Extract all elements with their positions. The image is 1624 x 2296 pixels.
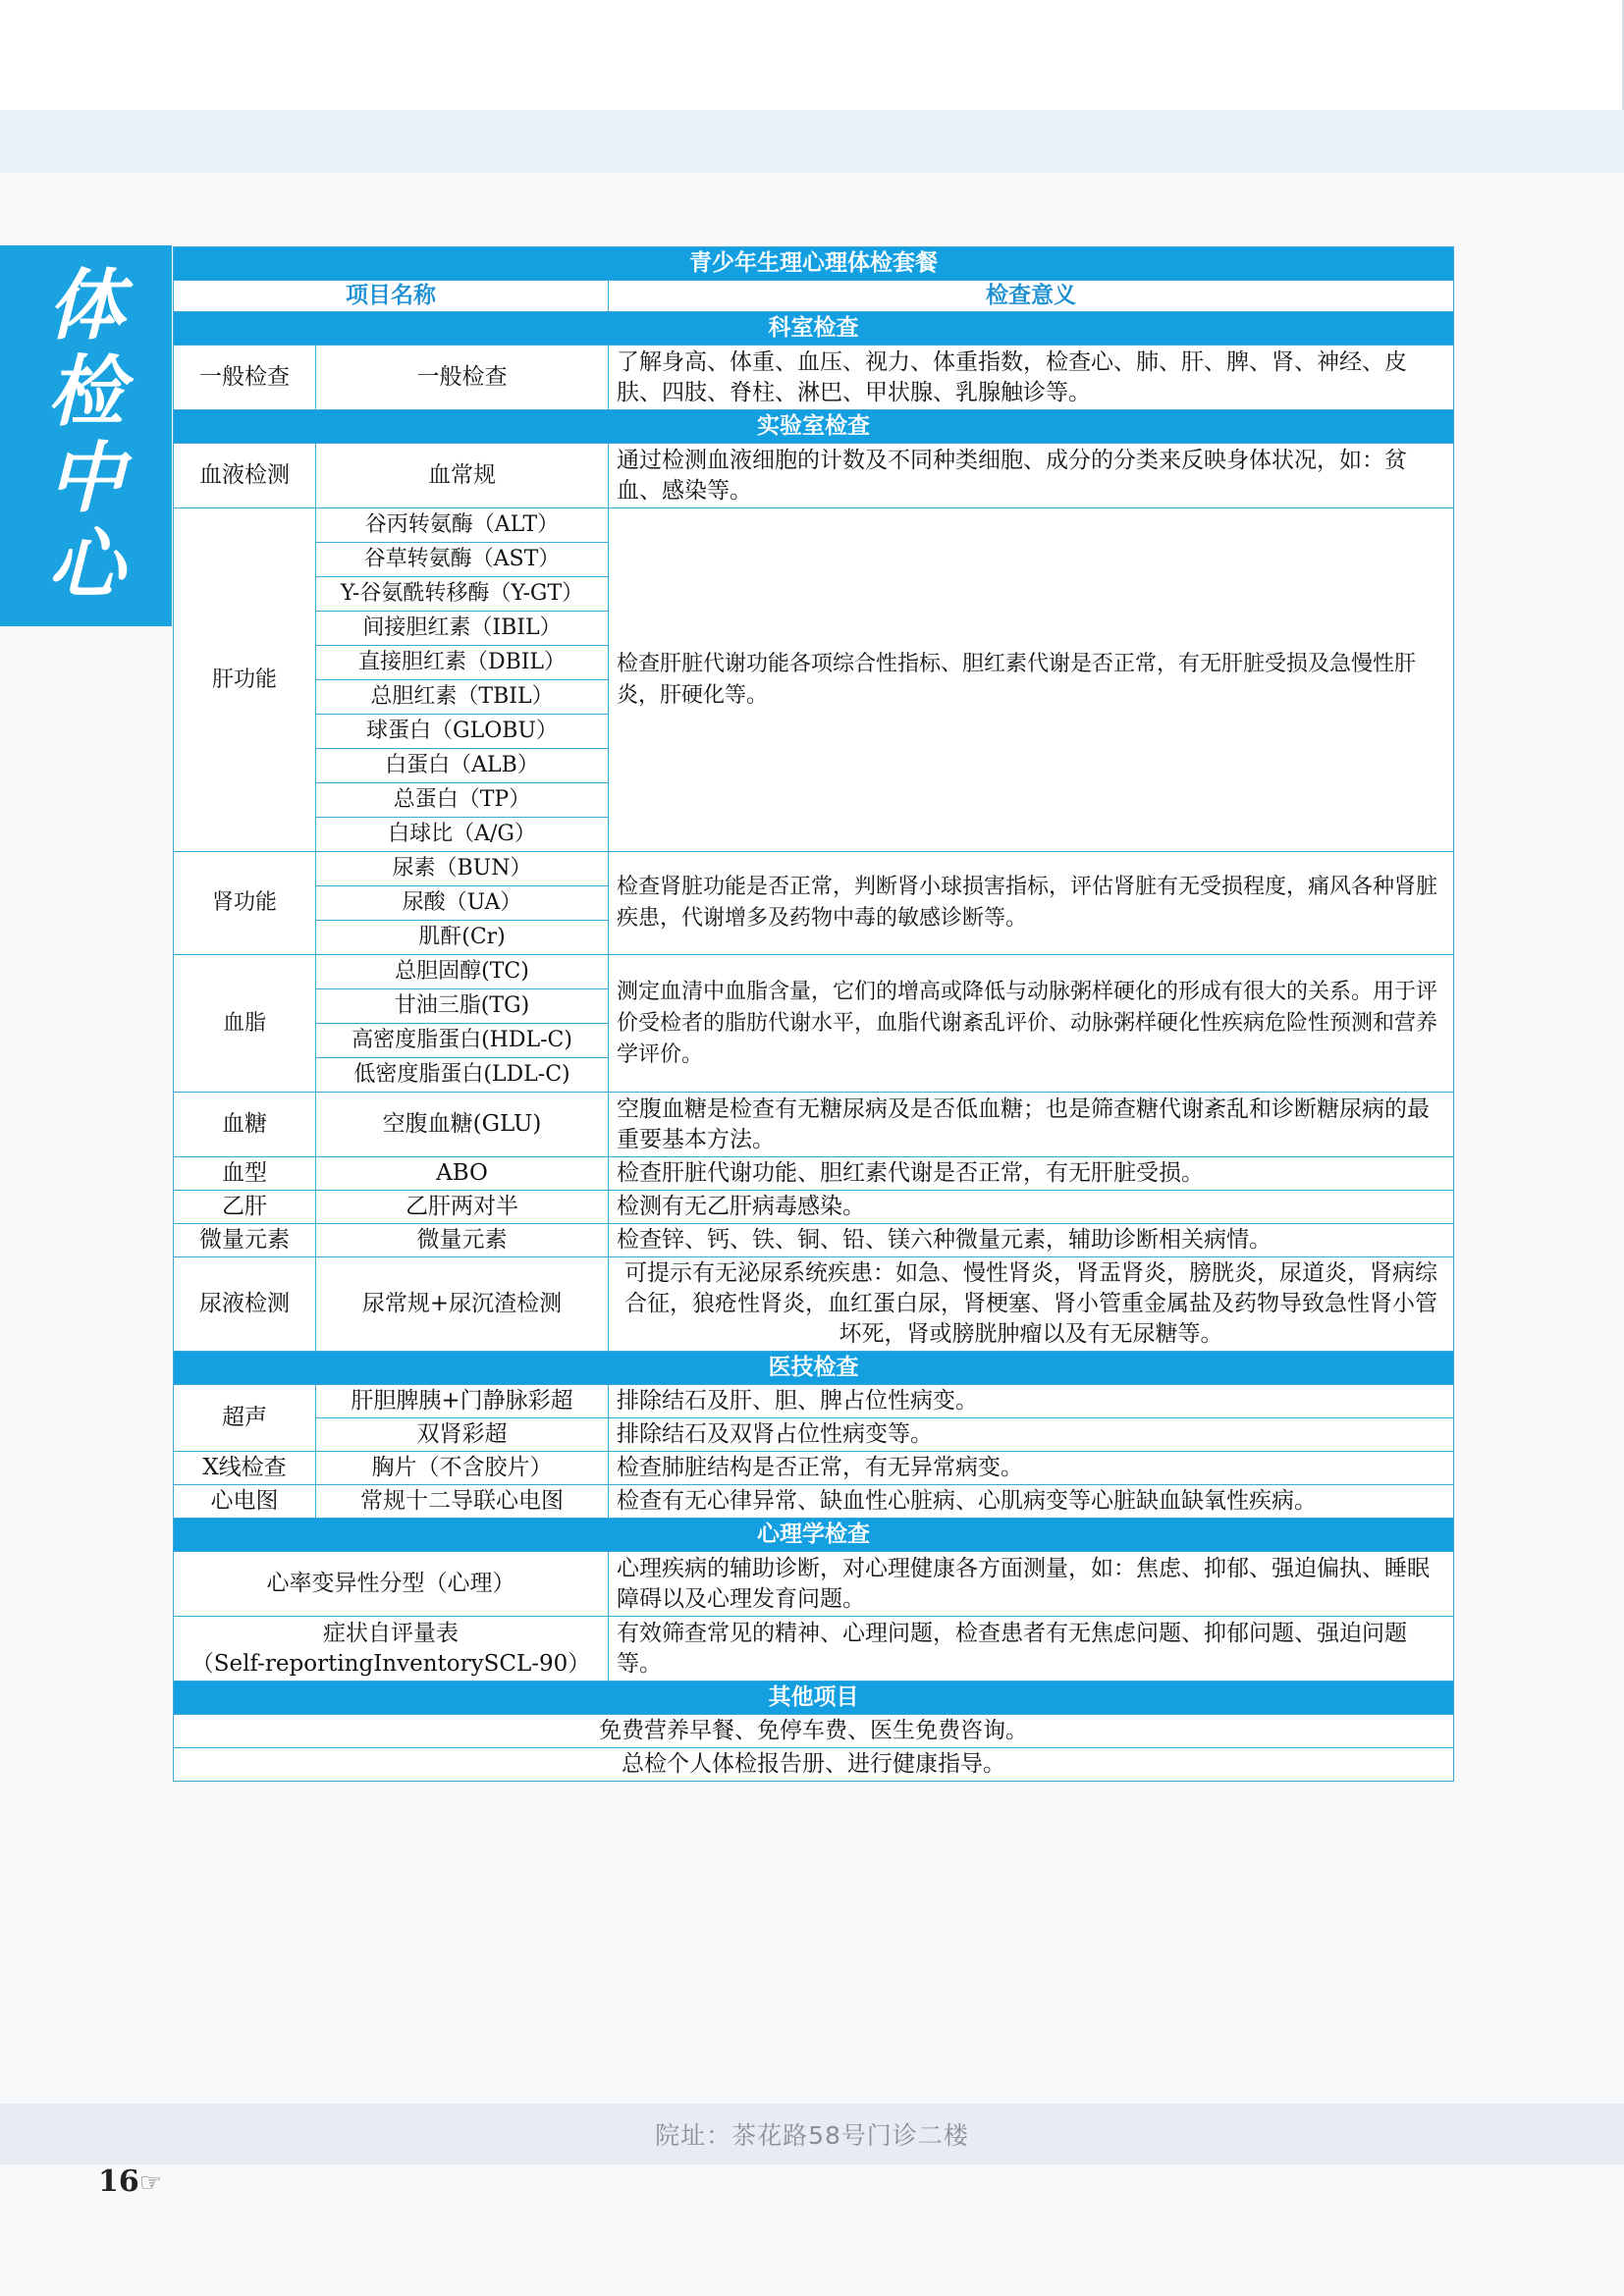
table-row xyxy=(174,1093,1454,1157)
category-cell: 乙肝 xyxy=(174,1191,316,1224)
item-cell: 谷丙转氨酶（ALT） xyxy=(316,508,609,543)
item-cell: 白蛋白（ALB） xyxy=(316,749,609,783)
item-cell: 尿素（BUN） xyxy=(316,852,609,886)
item-cell: 常规十二导联心电图 xyxy=(316,1485,609,1519)
table-row xyxy=(174,1485,1454,1519)
table-row xyxy=(174,1715,1454,1748)
category-cell: 血糖 xyxy=(174,1093,316,1157)
table-row xyxy=(174,1552,1454,1617)
item-cell: 肝胆脾胰+门静脉彩超 xyxy=(316,1385,609,1418)
side-title-char: 检 xyxy=(47,347,125,437)
table-row xyxy=(174,1257,1454,1352)
desc-cell: 排除结石及双肾占位性病变等。 xyxy=(609,1418,1454,1452)
page-number xyxy=(98,2164,162,2199)
section-row xyxy=(174,312,1454,346)
section-row xyxy=(174,1519,1454,1552)
side-title-char: 中 xyxy=(47,434,125,523)
section-row xyxy=(174,1352,1454,1385)
category-cell: 尿液检测 xyxy=(174,1257,316,1352)
item-cell: 白球比（A/G） xyxy=(316,818,609,852)
item-cell: 总胆红素（TBIL） xyxy=(316,680,609,715)
table-row xyxy=(174,1385,1454,1418)
item-cell: 谷草转氨酶（AST） xyxy=(316,543,609,577)
item-cell: 直接胆红素（DBIL） xyxy=(316,646,609,680)
table-row xyxy=(174,508,1454,543)
section-lab: 实验室检查 xyxy=(174,410,1454,444)
item-cell: 心率变异性分型（心理） xyxy=(174,1552,609,1617)
item-cell: Y-谷氨酰转移酶（Y-GT） xyxy=(316,577,609,612)
category-cell: 肾功能 xyxy=(174,852,316,955)
desc-cell: 了解身高、体重、血压、视力、体重指数，检查心、肺、肝、脾、肾、神经、皮肤、四肢、脊柱、淋巴、甲状腺、乳腺触诊等。 xyxy=(609,346,1454,410)
table-title: 青少年生理心理体检套餐 xyxy=(174,247,1454,281)
desc-cell: 检查肝脏代谢功能、胆红素代谢是否正常，有无肝脏受损。 xyxy=(609,1157,1454,1191)
category-cell: 一般检查 xyxy=(174,346,316,410)
item-cell: 总蛋白（TP） xyxy=(316,783,609,818)
item-cell: 总胆固醇(TC) xyxy=(316,955,609,989)
desc-cell: 心理疾病的辅助诊断，对心理健康各方面测量，如：焦虑、抑郁、强迫偏执、睡眠障碍以及心理发育问题。 xyxy=(609,1552,1454,1617)
desc-cell: 通过检测血液细胞的计数及不同种类细胞、成分的分类来反映身体状况，如：贫血、感染等。 xyxy=(609,444,1454,508)
item-cell xyxy=(174,1617,609,1682)
package-table xyxy=(173,246,1454,1782)
category-cell: 微量元素 xyxy=(174,1224,316,1257)
other-item: 总检个人体检报告册、进行健康指导。 xyxy=(174,1748,1454,1782)
table-row xyxy=(174,346,1454,410)
item-cell: 一般检查 xyxy=(316,346,609,410)
item-cell: 间接胆红素（IBIL） xyxy=(316,612,609,646)
desc-cell: 检查肾脏功能是否正常，判断肾小球损害指标，评估肾脏有无受损程度，痛风各种肾脏疾患，代谢增多及药物中毒的敏感诊断等。 xyxy=(609,852,1454,955)
item-cell: 微量元素 xyxy=(316,1224,609,1257)
desc-cell: 检查有无心律异常、缺血性心脏病、心肌病变等心脏缺血缺氧性疾病。 xyxy=(609,1485,1454,1519)
top-header-area xyxy=(0,0,1624,110)
scl-item-line1: 症状自评量表 xyxy=(323,1620,459,1646)
section-other: 其他项目 xyxy=(174,1682,1454,1715)
package-table-container xyxy=(173,246,1453,1782)
table-row xyxy=(174,1157,1454,1191)
item-cell: 甘油三脂(TG) xyxy=(316,989,609,1024)
pointing-hand-icon: ☞ xyxy=(138,2168,163,2198)
scl-item-line2: （Self-reportingInventorySCL-90） xyxy=(190,1650,591,1677)
item-cell: 血常规 xyxy=(316,444,609,508)
desc-cell: 测定血清中血脂含量，它们的增高或降低与动脉粥样硬化的形成有很大的关系。用于评价受检者的脂肪代谢水平，血脂代谢紊乱评价、动脉粥样硬化性疾病危险性预测和营养学评价。 xyxy=(609,955,1454,1093)
category-cell: 心电图 xyxy=(174,1485,316,1519)
item-cell: 双肾彩超 xyxy=(316,1418,609,1452)
side-title-char: 体 xyxy=(47,261,125,350)
item-cell: 球蛋白（GLOBU） xyxy=(316,715,609,749)
item-cell: 尿酸（UA） xyxy=(316,886,609,921)
section-psych: 心理学检查 xyxy=(174,1519,1454,1552)
table-row xyxy=(174,1748,1454,1782)
desc-cell: 有效筛查常见的精神、心理问题，检查患者有无焦虑问题、抑郁问题、强迫问题等。 xyxy=(609,1617,1454,1682)
desc-cell: 空腹血糖是检查有无糖尿病及是否低血糖；也是筛查糖代谢紊乱和诊断糖尿病的最重要基本方法。 xyxy=(609,1093,1454,1157)
item-cell: 空腹血糖(GLU) xyxy=(316,1093,609,1157)
top-decor-band xyxy=(0,110,1624,173)
table-row xyxy=(174,444,1454,508)
category-cell: 血液检测 xyxy=(174,444,316,508)
table-row xyxy=(174,1418,1454,1452)
desc-cell: 检查锌、钙、铁、铜、铅、镁六种微量元素，辅助诊断相关病情。 xyxy=(609,1224,1454,1257)
category-cell: X线检查 xyxy=(174,1452,316,1485)
table-row xyxy=(174,852,1454,886)
table-row xyxy=(174,1224,1454,1257)
item-cell: 高密度脂蛋白(HDL-C) xyxy=(316,1024,609,1058)
header-item-name: 项目名称 xyxy=(174,281,609,312)
item-cell: 肌酐(Cr) xyxy=(316,921,609,955)
table-title-row xyxy=(174,247,1454,281)
table-row xyxy=(174,1617,1454,1682)
header-meaning: 检查意义 xyxy=(609,281,1454,312)
category-cell: 肝功能 xyxy=(174,508,316,852)
desc-cell: 可提示有无泌尿系统疾患：如急、慢性肾炎，肾盂肾炎，膀胱炎，尿道炎，肾病综合征，狼疮性肾炎，血红蛋白尿，肾梗塞、肾小管重金属盐及药物导致急性肾小管坏死，肾或膀胱肿瘤以及有无尿糖等。 xyxy=(609,1257,1454,1352)
category-cell: 血脂 xyxy=(174,955,316,1093)
item-cell: ABO xyxy=(316,1157,609,1191)
section-row xyxy=(174,1682,1454,1715)
table-header-row xyxy=(174,281,1454,312)
desc-cell: 检测有无乙肝病毒感染。 xyxy=(609,1191,1454,1224)
table-row xyxy=(174,955,1454,989)
page-number-value: 16 xyxy=(98,2164,139,2199)
table-row xyxy=(174,1191,1454,1224)
category-cell: 血型 xyxy=(174,1157,316,1191)
desc-cell: 排除结石及肝、胆、脾占位性病变。 xyxy=(609,1385,1454,1418)
section-dept: 科室检查 xyxy=(174,312,1454,346)
desc-cell: 检查肝脏代谢功能各项综合性指标、胆红素代谢是否正常，有无肝脏受损及急慢性肝炎，肝硬化等。 xyxy=(609,508,1454,852)
table-row xyxy=(174,1452,1454,1485)
section-tech: 医技检查 xyxy=(174,1352,1454,1385)
item-cell: 尿常规+尿沉渣检测 xyxy=(316,1257,609,1352)
other-item: 免费营养早餐、免停车费、医生免费咨询。 xyxy=(174,1715,1454,1748)
item-cell: 低密度脂蛋白(LDL-C) xyxy=(316,1058,609,1093)
section-row xyxy=(174,410,1454,444)
item-cell: 胸片（不含胶片） xyxy=(316,1452,609,1485)
desc-cell: 检查肺脏结构是否正常，有无异常病变。 xyxy=(609,1452,1454,1485)
footer-band xyxy=(0,2104,1624,2164)
footer-address: 院址：茶花路58号门诊二楼 xyxy=(655,2121,969,2150)
side-title-char: 心 xyxy=(47,520,125,610)
side-title-band xyxy=(0,245,172,626)
item-cell: 乙肝两对半 xyxy=(316,1191,609,1224)
category-cell: 超声 xyxy=(174,1385,316,1452)
